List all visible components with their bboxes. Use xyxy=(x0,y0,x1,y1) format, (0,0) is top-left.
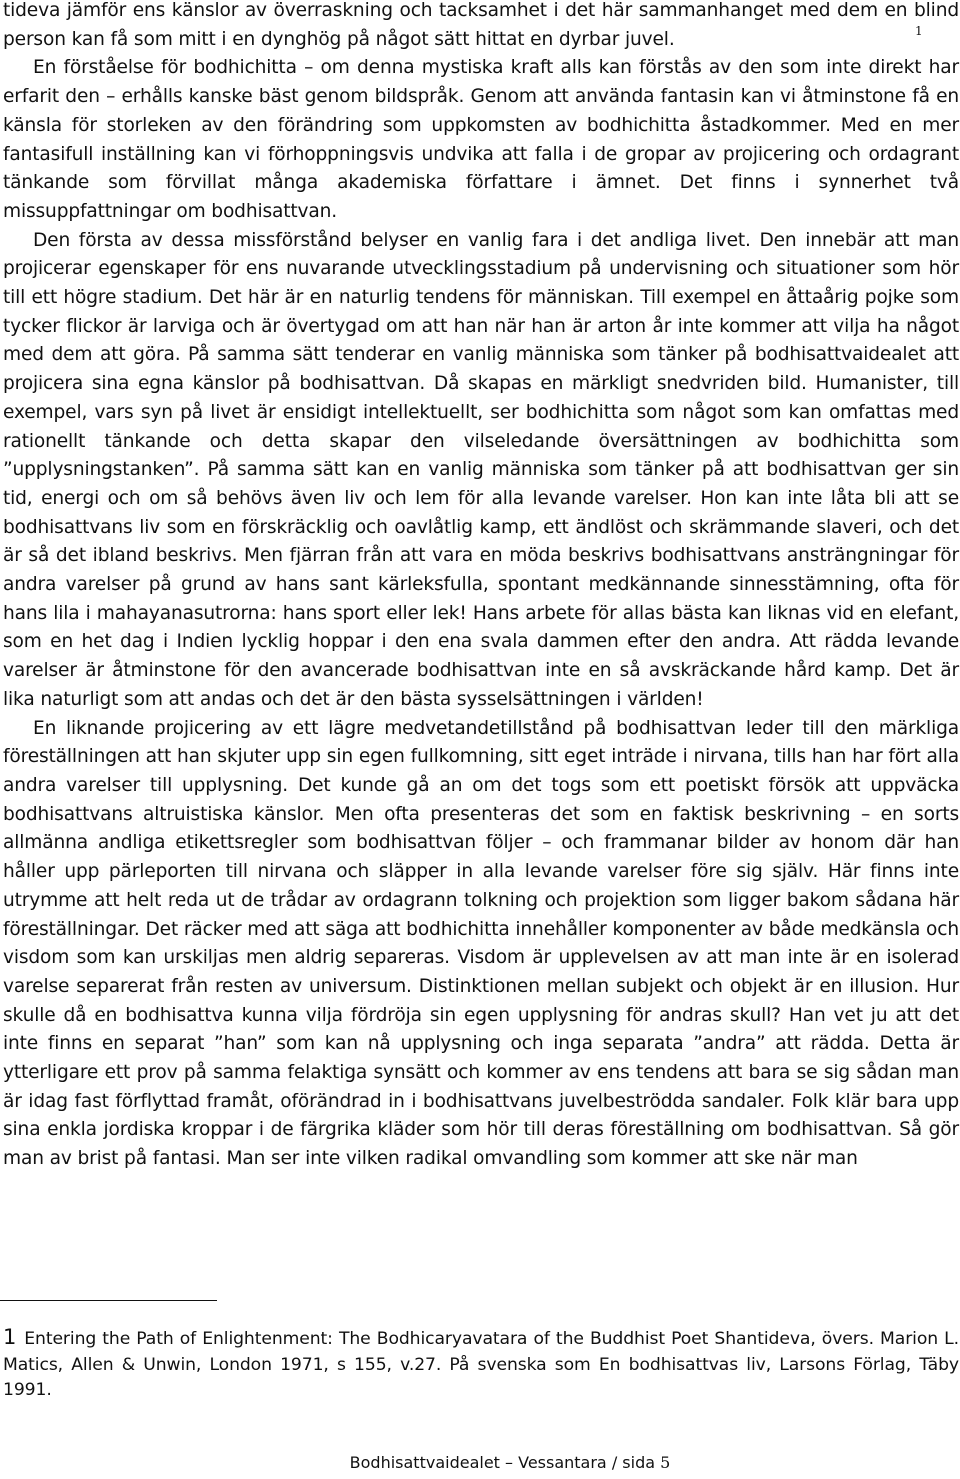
footnote-number: 1 xyxy=(3,1325,17,1349)
paragraph-continued: tideva jämför ens känslor av överraskning och tacksamhet i det här sammanhanget med dem en blind person kan få som mitt i en dynghög på något sätt hittat en dyrbar juvel. xyxy=(3,0,959,50)
footnote-divider xyxy=(0,1300,217,1301)
footnote-text: Entering the Path of Enlightenment: The Bodhicaryavatara of the Buddhist Poet Shantideva, övers. Marion L. Matics, Allen & Unwin, London 1971, s 155, v.27. På svenska som En bodhisattvas liv, Larsons Förlag, Täby 1991. xyxy=(3,1329,959,1400)
footer-title: Bodhisattvaidealet – Vessantara / sida xyxy=(349,1453,656,1472)
footnote xyxy=(3,1325,959,1404)
paragraph: En liknande projicering av ett lägre medvetandetillstånd på bodhisattvan leder till den märkliga föreställningen att han skjuter upp sin egen fullkomning, sitt eget inträde i nirvana, tills han har fört alla andra varelser till upplysning. Det kunde gå an om det togs som ett poetiskt försök att uppväcka bodhisattvans altruistiska känslor. Men ofta presenteras det som en faktisk beskrivning – en sorts allmänna andliga etikettsregler som bodhisattvan följer – och frammanar bilder av honom där han håller upp pärleporten till nirvana och släpper in alla levande varelser före sig själv. Här finns inte utrymme att helt reda ut de trådar av ordagrann tolkning och projektion som ligger bakom sådana här föreställningar. Det räcker med att säga att bodhichitta innehåller komponenter av både medkänsla och visdom som kan urskiljas men aldrig separeras. Visdom är upplevelsen av att man inte är en isolerad varelse separerat från resten av universum. Distinktionen mellan subjekt och objekt är en illusion. Hur skulle då en bodhisattva kunna vilja fördröja sin egen upplysning för andras skull? Han vet ju att det inte finns en separat ”han” som kan nå upplysning och inga separata ”andra” att rädda. Detta är ytterligare ett prov på samma felaktiga synsätt och kommer av ens tendens att bara se sig sådan man är idag fast förflyttad framåt, oförändrad in i bodhisattvans juvelbeströdda sandaler. Folk klär bara upp sina enkla jordiska kroppar i de färgrika kläder som hör till deras föreställning om bodhisattvan. Så gör man av brist på fantasi. Man ser inte vilken radikal omvandling som kommer att ske när man xyxy=(3,717,959,1170)
page-number: 5 xyxy=(660,1453,671,1472)
page-footer xyxy=(0,1452,960,1474)
body-text xyxy=(3,0,959,1174)
paragraph: Den första av dessa missförstånd belyser en vanlig fara i det andliga livet. Den innebär att man projicerar egenskaper för ens nuvarande utvecklingsstadium på undervisning och situationer som hör till ett högre stadium. Det här är en naturlig tendens för människan. Till exempel en åttaårig pojke som tycker flickor är larviga och är övertygad om att han när han är arton år inte kommer att vilja ha något med dem att göra. På samma sätt tenderar en vanlig människa som tänker på bodhisattvaidealet att projicera sina egna känslor på bodhisattvan. Då skapas en märkligt snedvriden bild. Humanister, till exempel, vars syn på livet är ensidigt intellektuellt, ser bodhichitta som något som kan omfattas med rationellt tänkande och detta skapar den vilseledande översättningen av bodhichitta som ”upplysningstanken”. På samma sätt kan en vanlig människa som tänker på att bodhisattvan ger sin tid, energi och om så behövs även liv och lem för alla levande varelser. Hon kan inte låta bli att se bodhisattvans liv som en förskräcklig och oavlåtlig kamp, ett ändlöst och skrämmande slaveri, och det är så det ibland beskrivs. Men fjärran från att vara en möda beskrivs bodhisattvans ansträngningar för andra varelser på grund av hans sant kärleksfulla, spontant medkännande sinnesstämning, ofta för hans lila i mahayanasutrorna: hans sport eller lek! Hans arbete för allas bästa kan liknas vid en elefant, som en het dag i Indien lycklig hoppar i den ena svala dammen efter den andra. Att rädda levande varelser är åtminstone för den avancerade bodhisattvan inte en så avskräckande hård kamp. Det är lika naturligt som att andas och det är den bästa sysselsättningen i världen! xyxy=(3,229,959,710)
paragraph: En förståelse för bodhichitta – om denna mystiska kraft alls kan förstås av den som inte direkt har erfarit den – erhålls kanske bäst genom bildspråk. Genom att använda fantasin kan vi åtminstone få en känsla för storleken av den förändring som uppkomsten av bodhichitta åstadkommer. Med en mer fantasifull inställning kan vi förhoppningsvis undvika att falla i de gropar av projicering och ordagrant tänkande som förvillat många akademiska författare i ämnet. Det finns i synnerhet två missuppfattningar om bodhisattvan. xyxy=(3,57,959,222)
footnote-reference: 1 xyxy=(915,24,923,38)
